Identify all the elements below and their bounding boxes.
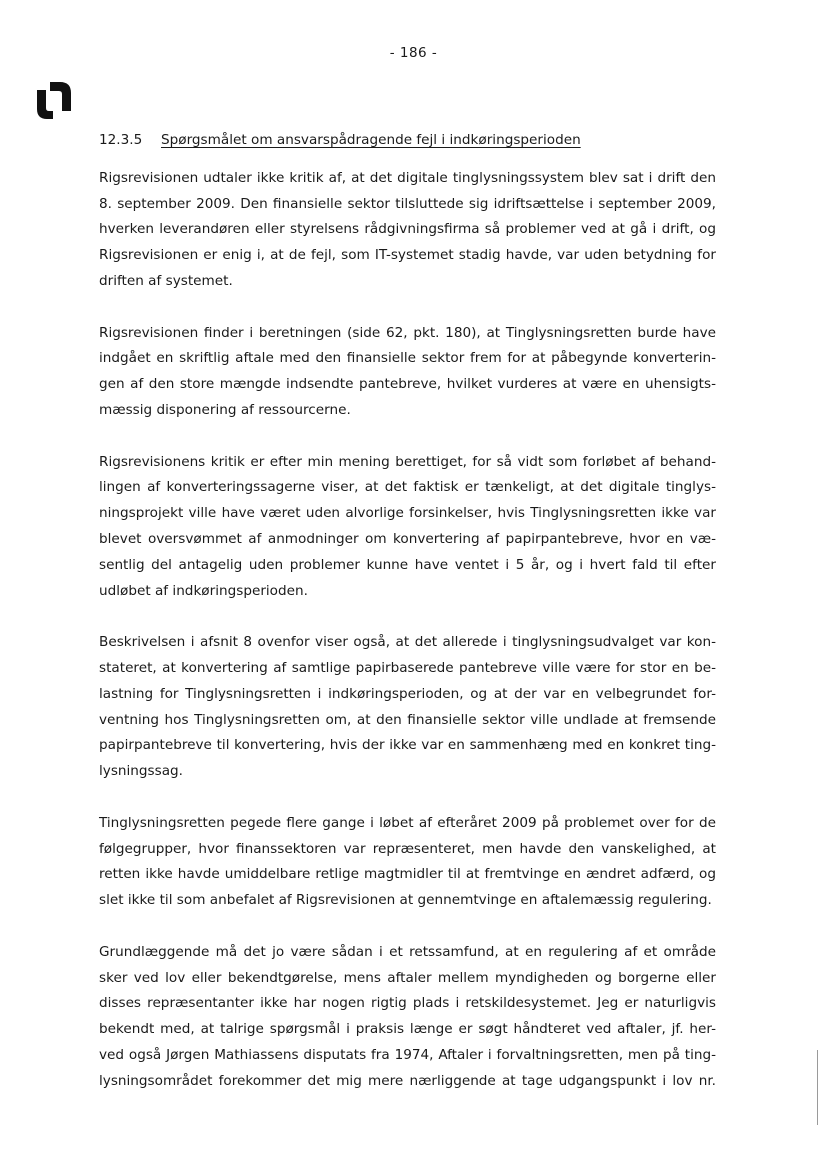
paragraphs — [99, 166, 716, 1095]
paragraph-line: ventning hos Tinglysningsretten om, at den finansielle sektor ville undlade at fremsende — [99, 711, 716, 728]
publisher-logo-icon — [34, 80, 74, 120]
paragraph-line: Grundlæggende må det jo være sådan i et retssamfund, at en regulering af et område — [99, 943, 716, 960]
document-body — [99, 128, 716, 1120]
paragraph-line: udløbet af indkøringsperioden. — [99, 582, 308, 599]
paragraph-line: sentlig del antagelig uden problemer kunne have ventet i 5 år, og i hvert fald til efter — [99, 556, 716, 573]
body-paragraph — [99, 166, 716, 295]
scan-edge-mark — [817, 1050, 818, 1125]
paragraph-line: sker ved lov eller bekendtgørelse, mens aftaler mellem myndigheden og borgerne eller — [99, 969, 716, 986]
paragraph-line: blevet oversvømmet af anmodninger om konvertering af papirpantebreve, hvor en væ- — [99, 530, 716, 547]
paragraph-line: Rigsrevisionen er enig i, at de fejl, som IT-systemet stadig havde, var uden betydning for — [99, 247, 716, 264]
page-number: - 186 - — [389, 45, 438, 61]
section-number: 12.3.5 — [99, 132, 143, 148]
paragraph-line: stateret, at konvertering af samtlige papirbaserede pantebreve ville være for stor en be- — [99, 659, 716, 676]
paragraph-line: retten ikke havde umiddelbare retlige magtmidler til at fremtvinge en ændret adfærd, og — [99, 866, 716, 883]
paragraph-line: 8. september 2009. Den finansielle sektor tilsluttede sig idriftsættelse i september 2009, — [99, 195, 716, 212]
paragraph-line: Rigsrevisionens kritik er efter min mening berettiget, for så vidt som forløbet af behand- — [99, 453, 716, 470]
section-title: Spørgsmålet om ansvarspådragende fejl i indkøringsperioden — [161, 132, 581, 148]
paragraph-line: gen af den store mængde indsendte pantebreve, hvilket vurderes at være en uhensigts- — [99, 376, 716, 393]
paragraph-line: driften af systemet. — [99, 272, 233, 289]
paragraph-line: Tinglysningsretten pegede flere gange i løbet af efteråret 2009 på problemet over for de — [99, 814, 716, 831]
paragraph-line: lysningsområdet forekommer det mig mere nærliggende at tage udgangspunkt i lov nr. — [99, 1072, 716, 1089]
paragraph-line: hverken leverandøren eller styrelsens rådgivningsfirma så problemer ved at gå i drift, og — [99, 221, 716, 238]
paragraph-line: ningsprojekt ville have været uden alvorlige forsinkelser, hvis Tinglysningsretten ikke var — [99, 505, 716, 522]
paragraph-line: lastning for Tinglysningsretten i indkøringsperioden, og at der var en velbegrundet for- — [99, 685, 716, 702]
body-paragraph — [99, 630, 716, 785]
paragraph-line: disses repræsentanter ikke har nogen rigtig plads i retskildesystemet. Jeg er naturligvis — [99, 995, 716, 1012]
paragraph-line: lingen af konverteringssagerne viser, at det faktisk er tænkeligt, at det digitale tinglys- — [99, 479, 716, 496]
body-paragraph — [99, 940, 716, 1095]
paragraph-line: lysningssag. — [99, 763, 183, 780]
paragraph-line: Beskrivelsen i afsnit 8 ovenfor viser også, at det allerede i tinglysningsudvalget var kon- — [99, 634, 716, 651]
paragraph-line: papirpantebreve til konvertering, hvis der ikke var en sammenhæng med en konkret ting- — [99, 737, 716, 754]
paragraph-line: mæssig disponering af ressourcerne. — [99, 401, 351, 418]
paragraph-line: slet ikke til som anbefalet af Rigsrevisionen at gennemtvinge en aftalemæssig regulering. — [99, 892, 712, 909]
paragraph-line: følgegrupper, hvor finanssektoren var repræsenteret, men havde den vanskelighed, at — [99, 840, 716, 857]
paragraph-line: indgået en skriftlig aftale med den finansielle sektor frem for at påbegynde konverterin- — [99, 350, 716, 367]
body-paragraph — [99, 321, 716, 424]
body-paragraph — [99, 811, 716, 914]
paragraph-line: ved også Jørgen Mathiassens disputats fra 1974, Aftaler i forvaltningsretten, men på ting- — [99, 1046, 716, 1063]
section-heading — [99, 128, 716, 154]
paragraph-line: Rigsrevisionen udtaler ikke kritik af, at det digitale tinglysningssystem blev sat i drift den — [99, 169, 716, 186]
paragraph-line: bekendt med, at talrige spørgsmål i praksis længe er søgt håndteret ved aftaler, jf. her- — [99, 1021, 716, 1038]
body-paragraph — [99, 450, 716, 605]
paragraph-line: Rigsrevisionen finder i beretningen (side 62, pkt. 180), at Tinglysningsretten burde have — [99, 324, 716, 341]
